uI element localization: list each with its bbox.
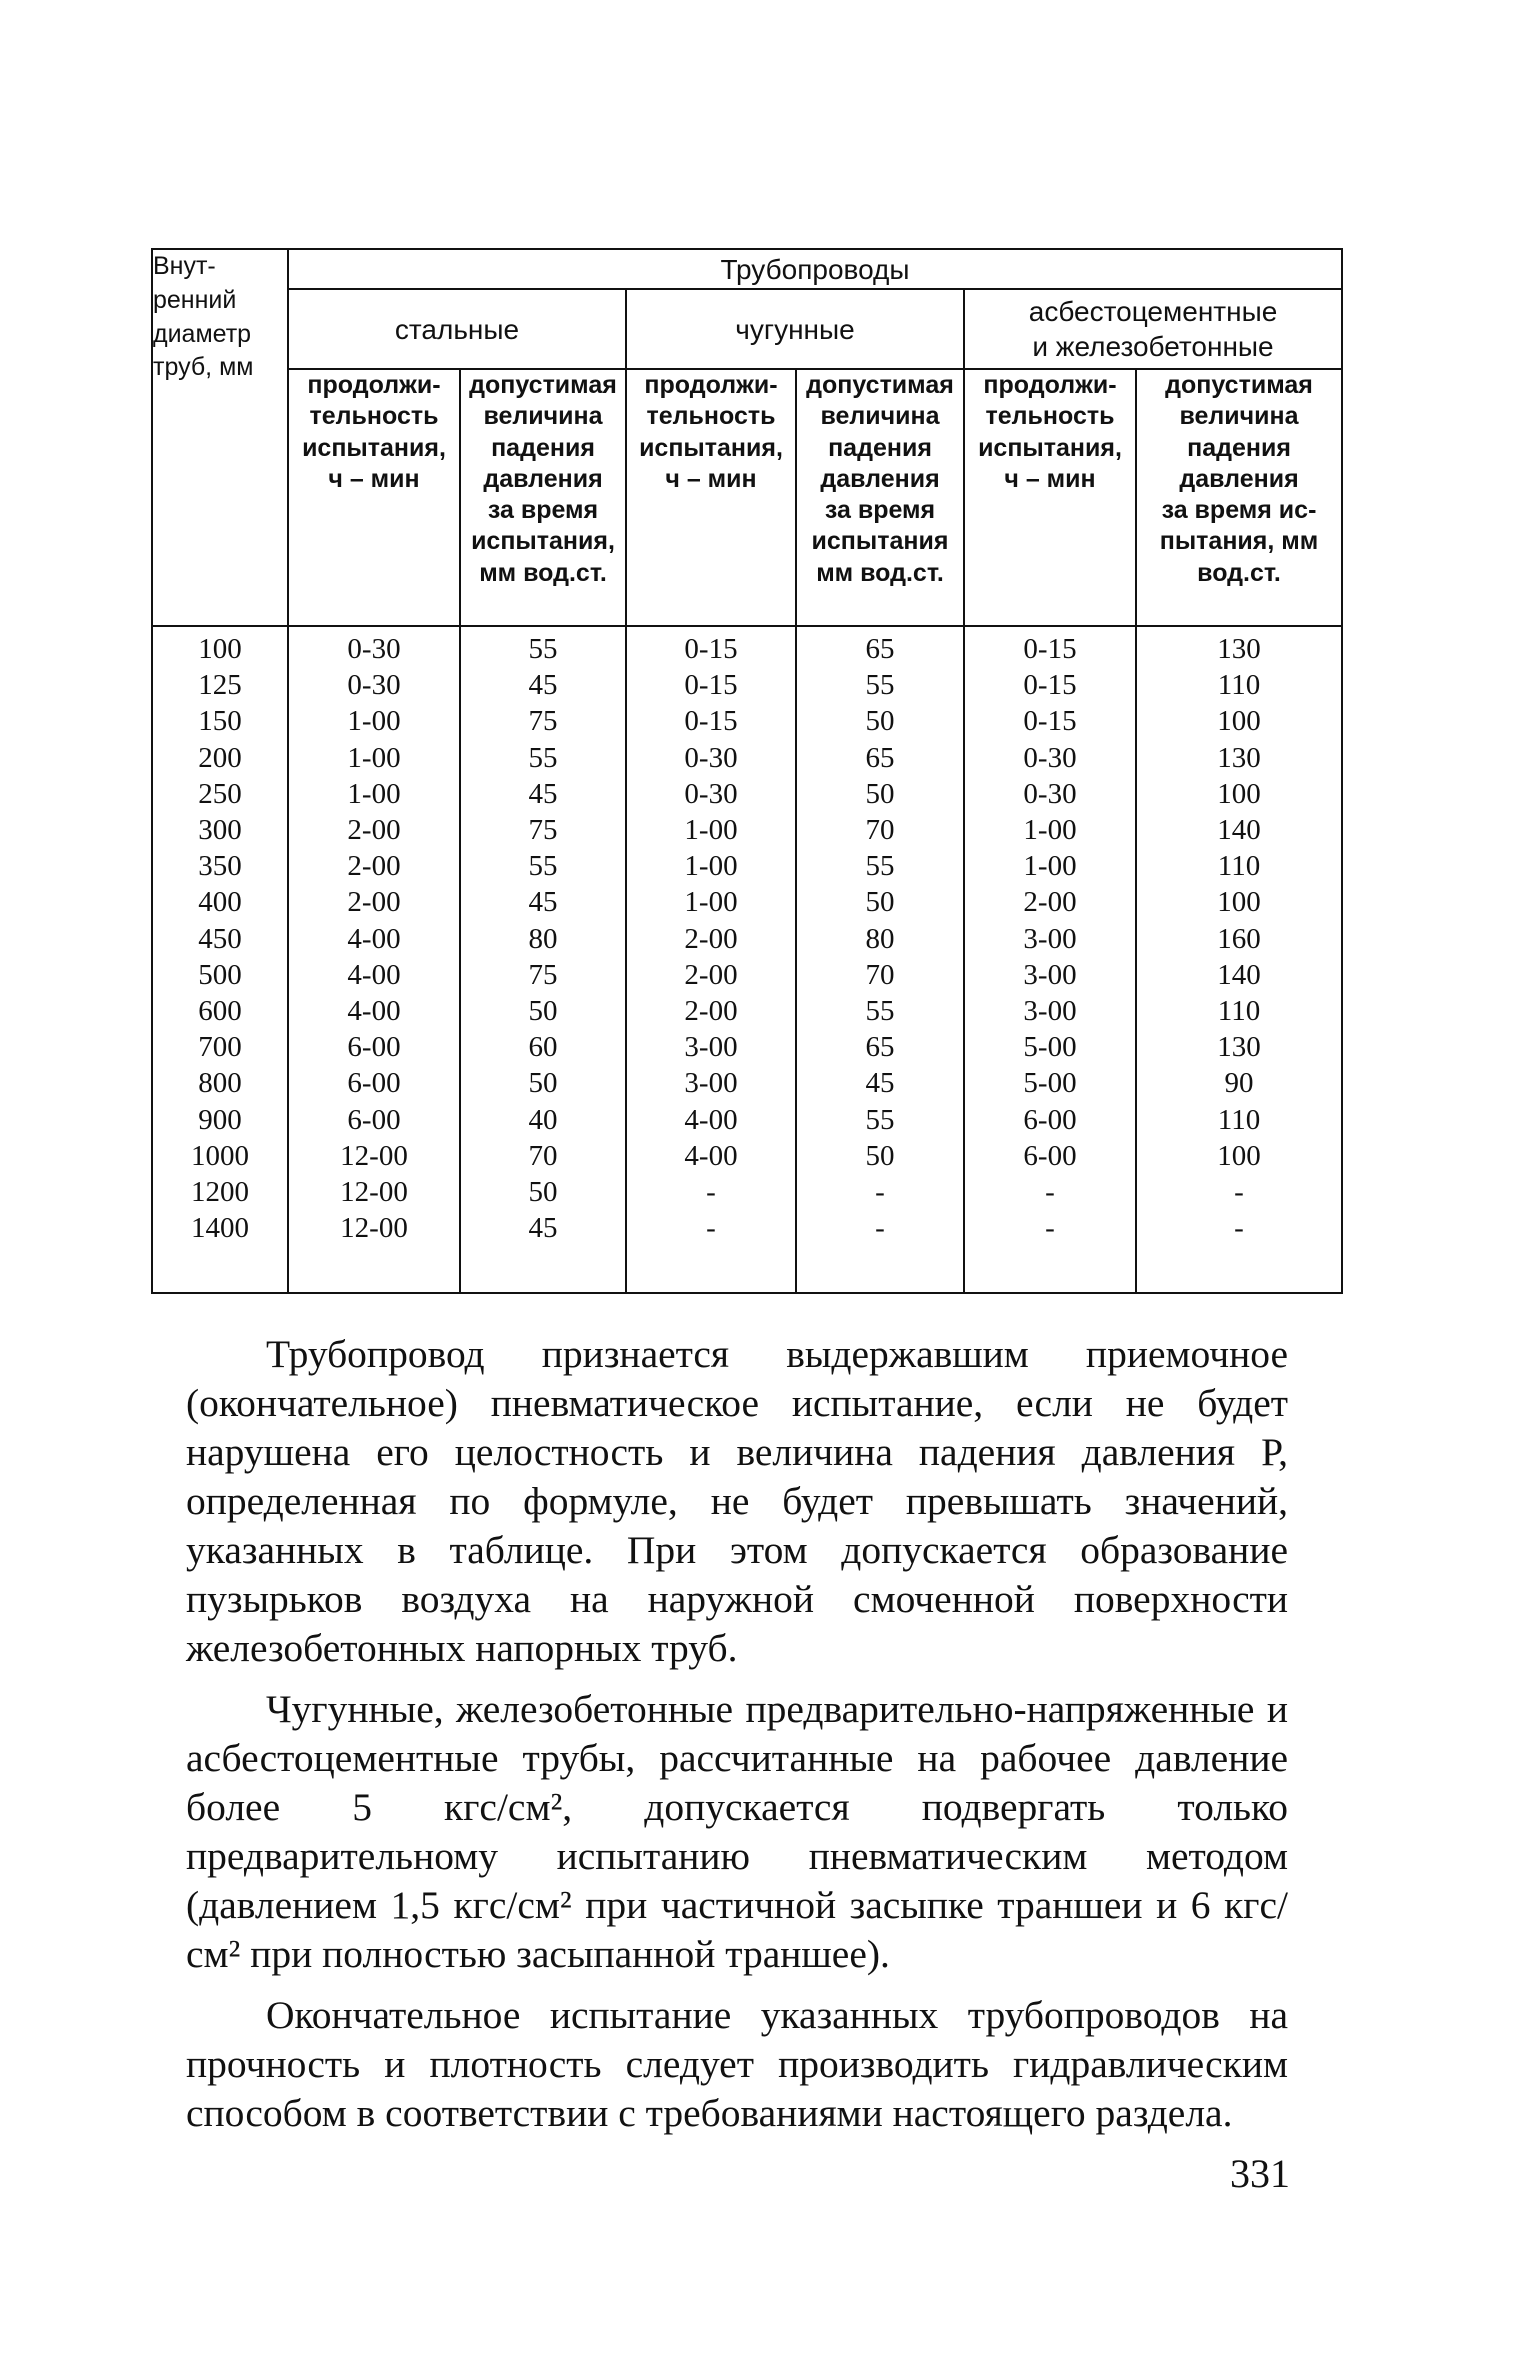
table-cell: 55	[460, 848, 626, 884]
paragraph-2: Чугунные, железобетонные предварительно-напряженные и асбестоцементные трубы, рассчитанные на рабочее давление более 5 кгс/см², допускается подвергать только предварительному испытанию пневматическим методом (давлением 1,5 кгс/см² при частичной засыпке траншеи и 6 кгс/см² при полностью засыпанной траншее).	[186, 1687, 1288, 1976]
table-cell: 70	[460, 1138, 626, 1174]
table-cell: 6-00	[964, 1102, 1136, 1138]
table-cell: 4-00	[626, 1102, 796, 1138]
table-cell: 50	[796, 703, 964, 739]
spacer-cell	[152, 1246, 288, 1293]
cast-iron-header-text: чугунные	[735, 313, 855, 345]
steel-header	[288, 289, 626, 369]
table-cell: 12-00	[288, 1174, 460, 1210]
table-cell: 70	[796, 957, 964, 993]
table-cell: 55	[796, 1102, 964, 1138]
table-cell: -	[964, 1210, 1136, 1246]
table-row	[152, 776, 1342, 812]
table-cell: 150	[152, 703, 288, 739]
spacer-cell	[626, 1246, 796, 1293]
table-cell: 6-00	[964, 1138, 1136, 1174]
table-cell: 65	[796, 1029, 964, 1065]
table-row	[152, 1065, 1342, 1101]
header-text: допустимая величина падения давления за время испытания мм вод.ст.	[806, 371, 954, 587]
table-row	[152, 626, 1342, 667]
spacer-cell	[964, 1246, 1136, 1293]
table-cell: 100	[1136, 776, 1342, 812]
table-cell: 6-00	[288, 1102, 460, 1138]
table-cell: 900	[152, 1102, 288, 1138]
table-cell: 65	[796, 740, 964, 776]
header-text: допустимая величина падения давления за время ис- пытания, мм вод.ст.	[1159, 371, 1319, 587]
table-cell: 0-15	[626, 626, 796, 667]
table-cell: 55	[460, 740, 626, 776]
table-cell: 12-00	[288, 1138, 460, 1174]
table-cell: 400	[152, 884, 288, 920]
table-cell: 1000	[152, 1138, 288, 1174]
table-cell: -	[796, 1210, 964, 1246]
table-cell: 350	[152, 848, 288, 884]
table-row	[152, 740, 1342, 776]
table-cell: 250	[152, 776, 288, 812]
table-cell: 55	[460, 626, 626, 667]
table-cell: 2-00	[288, 848, 460, 884]
table-cell: 60	[460, 1029, 626, 1065]
header-text: допустимая величина падения давления за время испытания, мм вод.ст.	[469, 371, 617, 587]
table-cell: 3-00	[964, 993, 1136, 1029]
table-cell: 1-00	[288, 776, 460, 812]
table-bottom-spacer	[152, 1246, 1342, 1293]
table-cell: 1-00	[626, 884, 796, 920]
header-text: продолжи- тельность испытания, ч – мин	[639, 371, 783, 493]
table-cell: 110	[1136, 1102, 1342, 1138]
cast-iron-duration-header	[626, 369, 796, 626]
table-cell: -	[1136, 1210, 1342, 1246]
table-cell: 100	[1136, 703, 1342, 739]
table-cell: 0-30	[626, 776, 796, 812]
spacer-cell	[796, 1246, 964, 1293]
table-cell: 45	[460, 776, 626, 812]
pressure-test-table	[151, 248, 1343, 1294]
table-cell: 0-30	[964, 776, 1136, 812]
table-cell: 3-00	[626, 1029, 796, 1065]
spacer-cell	[288, 1246, 460, 1293]
spacer-cell	[460, 1246, 626, 1293]
table-body	[152, 626, 1342, 1293]
table-cell: 6-00	[288, 1029, 460, 1065]
table-cell: 200	[152, 740, 288, 776]
table-cell: 5-00	[964, 1065, 1136, 1101]
table-cell: 50	[460, 1065, 626, 1101]
steel-header-text: стальные	[394, 313, 520, 345]
asbestos-concrete-header	[964, 289, 1342, 369]
table-cell: 4-00	[288, 921, 460, 957]
table-cell: 0-15	[964, 703, 1136, 739]
table-row	[152, 1138, 1342, 1174]
table-cell: 500	[152, 957, 288, 993]
table-cell: 50	[460, 1174, 626, 1210]
table-cell: 130	[1136, 1029, 1342, 1065]
table-cell: 6-00	[288, 1065, 460, 1101]
table-cell: 55	[796, 848, 964, 884]
table-cell: 3-00	[964, 921, 1136, 957]
asbestos-duration-header	[964, 369, 1136, 626]
table-cell: 1200	[152, 1174, 288, 1210]
table-cell: 45	[460, 884, 626, 920]
table-cell: 125	[152, 667, 288, 703]
table-cell: 110	[1136, 993, 1342, 1029]
paragraph-3: Окончательное испытание указанных трубопроводов на прочность и плотность следует производить гидравлическим способом в соответствии с требованиями настоящего раздела.	[186, 1993, 1288, 2135]
table-cell: 4-00	[288, 957, 460, 993]
steel-duration-header	[288, 369, 460, 626]
table-cell: -	[626, 1210, 796, 1246]
table-cell: 0-15	[964, 626, 1136, 667]
table-cell: 800	[152, 1065, 288, 1101]
page-number: 331	[1230, 2151, 1290, 2196]
table-cell: -	[964, 1174, 1136, 1210]
table-row	[152, 1174, 1342, 1210]
table-cell: -	[796, 1174, 964, 1210]
table-cell: 0-30	[964, 740, 1136, 776]
table-cell: 130	[1136, 740, 1342, 776]
table-cell: -	[626, 1174, 796, 1210]
pipelines-header: Трубопроводы	[288, 249, 1342, 289]
table-cell: 0-15	[964, 667, 1136, 703]
table-cell: 65	[796, 626, 964, 667]
table-cell: 2-00	[626, 993, 796, 1029]
table-cell: 2-00	[288, 884, 460, 920]
table-cell: 2-00	[626, 921, 796, 957]
table-cell: 0-30	[626, 740, 796, 776]
table-cell: 100	[1136, 884, 1342, 920]
table-row	[152, 667, 1342, 703]
table-cell: 1-00	[964, 812, 1136, 848]
table-row	[152, 812, 1342, 848]
table-row	[152, 957, 1342, 993]
table-row	[152, 993, 1342, 1029]
table-cell: 12-00	[288, 1210, 460, 1246]
paragraph-1: Трубопровод признается выдержавшим приемочное (окончательное) пневматическое испытание, если не будет нарушена его целостность и величина падения давления Р, определенная по формуле, не будет превышать значений, указанных в таблице. При этом допускается образование пузырьков воздуха на наружной смоченной поверхности железобетонных напорных труб.	[186, 1332, 1288, 1670]
body-text	[186, 1330, 1288, 2150]
table-cell: 300	[152, 812, 288, 848]
table-cell: 1-00	[964, 848, 1136, 884]
table-cell: 75	[460, 812, 626, 848]
asbestos-drop-header	[1136, 369, 1342, 626]
table-cell: 100	[152, 626, 288, 667]
table-cell: 45	[460, 1210, 626, 1246]
cast-iron-drop-header	[796, 369, 964, 626]
table-cell: 450	[152, 921, 288, 957]
table-cell: 70	[796, 812, 964, 848]
pressure-test-table-container	[151, 248, 1341, 1294]
table-cell: 2-00	[964, 884, 1136, 920]
table-cell: 80	[460, 921, 626, 957]
table-row	[152, 703, 1342, 739]
table-cell: 0-30	[288, 626, 460, 667]
table-cell: 100	[1136, 1138, 1342, 1174]
table-row	[152, 884, 1342, 920]
table-cell: 4-00	[288, 993, 460, 1029]
table-cell: 55	[796, 993, 964, 1029]
steel-drop-header	[460, 369, 626, 626]
asbestos-concrete-header-text: асбестоцементные и железобетонные	[1028, 296, 1278, 362]
table-cell: 0-15	[626, 703, 796, 739]
cast-iron-header	[626, 289, 964, 369]
diameter-header-text: Внут- ренний диаметр труб, мм	[153, 252, 254, 382]
table-cell: 1-00	[626, 812, 796, 848]
table-cell: 40	[460, 1102, 626, 1138]
table-cell: 80	[796, 921, 964, 957]
table-row	[152, 921, 1342, 957]
table-cell: 0-30	[288, 667, 460, 703]
table-cell: 2-00	[288, 812, 460, 848]
table-cell: 3-00	[964, 957, 1136, 993]
table-cell: 2-00	[626, 957, 796, 993]
table-cell: 140	[1136, 957, 1342, 993]
table-cell: 90	[1136, 1065, 1342, 1101]
table-row	[152, 1210, 1342, 1246]
table-cell: 3-00	[626, 1065, 796, 1101]
table-cell: 50	[460, 993, 626, 1029]
table-cell: 160	[1136, 921, 1342, 957]
table-cell: 1400	[152, 1210, 288, 1246]
table-cell: 50	[796, 1138, 964, 1174]
table-cell: 5-00	[964, 1029, 1136, 1065]
table-cell: 110	[1136, 848, 1342, 884]
table-cell: 75	[460, 703, 626, 739]
table-cell: 110	[1136, 667, 1342, 703]
header-text: продолжи- тельность испытания, ч – мин	[978, 371, 1122, 493]
spacer-cell	[1136, 1246, 1342, 1293]
table-row	[152, 1102, 1342, 1138]
table-row	[152, 1029, 1342, 1065]
table-cell: 55	[796, 667, 964, 703]
table-cell: 130	[1136, 626, 1342, 667]
table-cell: 45	[460, 667, 626, 703]
table-cell: 600	[152, 993, 288, 1029]
table-cell: 1-00	[288, 703, 460, 739]
table-cell: 45	[796, 1065, 964, 1101]
table-cell: 4-00	[626, 1138, 796, 1174]
table-cell: 1-00	[288, 740, 460, 776]
table-cell: 75	[460, 957, 626, 993]
table-cell: -	[1136, 1174, 1342, 1210]
table-cell: 0-15	[626, 667, 796, 703]
table-cell: 140	[1136, 812, 1342, 848]
table-cell: 50	[796, 776, 964, 812]
diameter-header	[152, 249, 288, 626]
table-cell: 700	[152, 1029, 288, 1065]
table-cell: 1-00	[626, 848, 796, 884]
header-text: продолжи- тельность испытания, ч – мин	[302, 371, 446, 493]
table-cell: 50	[796, 884, 964, 920]
table-row	[152, 848, 1342, 884]
